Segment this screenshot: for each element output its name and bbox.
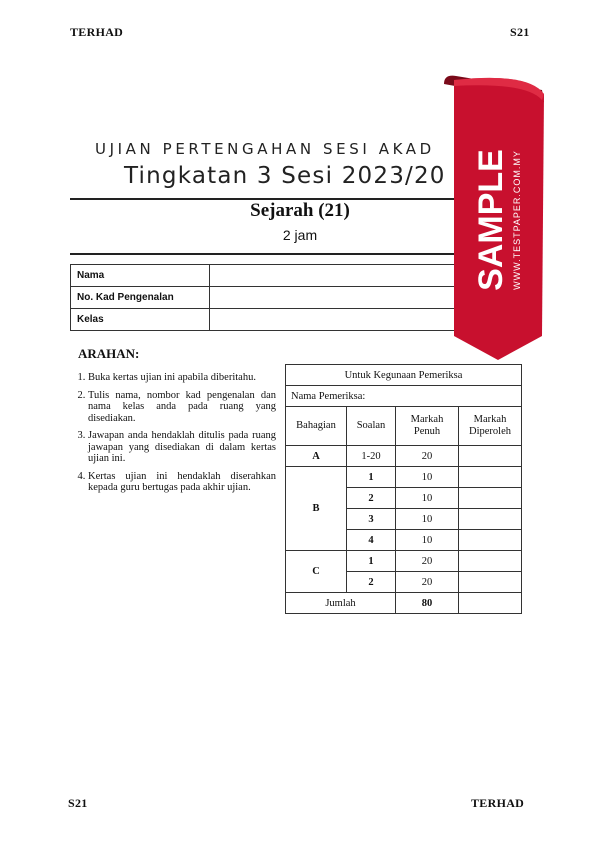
total-obtained-cell[interactable]: [459, 593, 522, 614]
watermark-url: WWW.TESTPAPER.COM.MY: [512, 150, 522, 290]
col-header-full-marks: Markah Penuh: [396, 407, 459, 446]
instructions-list: [78, 372, 276, 500]
question-cell: 1: [347, 467, 396, 488]
marks-obtained-cell[interactable]: [459, 572, 522, 593]
full-marks-cell: 10: [396, 467, 459, 488]
full-marks-cell: 20: [396, 551, 459, 572]
watermark-label: SAMPLE: [472, 149, 510, 291]
section-cell: A: [286, 446, 347, 467]
section-cell: B: [286, 467, 347, 551]
question-cell: 1: [347, 551, 396, 572]
section-cell: C: [286, 551, 347, 593]
full-marks-cell: 10: [396, 488, 459, 509]
table-row: [286, 467, 522, 488]
full-marks-cell: 20: [396, 446, 459, 467]
marks-obtained-cell[interactable]: [459, 488, 522, 509]
col-header-section: Bahagian: [286, 407, 347, 446]
marks-obtained-cell[interactable]: [459, 446, 522, 467]
full-marks-cell: 20: [396, 572, 459, 593]
instruction-item: 3. Jawapan anda hendaklah ditulis pada ruang jawapan yang disediakan di dalam kertas ujian ini.: [88, 430, 276, 465]
examiner-name-field[interactable]: Nama Pemeriksa:: [286, 386, 522, 407]
total-row: [286, 593, 522, 614]
instruction-item: 1. Buka kertas ujian ini apabila diberitahu.: [88, 372, 276, 384]
marks-table-title: Untuk Kegunaan Pemeriksa: [286, 365, 522, 386]
examiner-marks-table: [285, 364, 522, 614]
full-marks-cell: 10: [396, 530, 459, 551]
header-paper-code: S21: [510, 25, 530, 39]
question-cell: 4: [347, 530, 396, 551]
full-marks-cell: 10: [396, 509, 459, 530]
table-row: [286, 446, 522, 467]
header-classification: TERHAD: [70, 25, 124, 39]
marks-obtained-cell[interactable]: [459, 530, 522, 551]
info-label: Kelas: [71, 309, 210, 331]
exam-title: UJIAN PERTENGAHAN SESI AKAD: [95, 140, 435, 158]
question-cell: 1-20: [347, 446, 396, 467]
instructions-title: ARAHAN:: [78, 346, 140, 361]
ribbon-graphic: [438, 70, 558, 370]
sample-watermark-ribbon: [438, 70, 558, 370]
footer-paper-code: S21: [68, 796, 88, 810]
total-value: 80: [396, 593, 459, 614]
col-header-marks-obtained: Markah Diperoleh: [459, 407, 522, 446]
table-row: [286, 551, 522, 572]
instruction-item: 2. Tulis nama, nombor kad pengenalan dan nama kelas anda pada ruang yang disediakan.: [88, 390, 276, 425]
question-cell: 2: [347, 572, 396, 593]
footer-classification: TERHAD: [471, 796, 525, 810]
instruction-item: 4. Kertas ujian ini hendaklah diserahkan kepada guru bertugas pada akhir ujian.: [88, 471, 276, 494]
exam-subtitle: Tingkatan 3 Sesi 2023/20: [124, 163, 446, 189]
info-label: No. Kad Pengenalan: [71, 287, 210, 309]
marks-obtained-cell[interactable]: [459, 467, 522, 488]
marks-obtained-cell[interactable]: [459, 551, 522, 572]
subject-name: Sejarah (21): [250, 200, 350, 221]
marks-obtained-cell[interactable]: [459, 509, 522, 530]
info-label: Nama: [71, 265, 210, 287]
col-header-question: Soalan: [347, 407, 396, 446]
question-cell: 3: [347, 509, 396, 530]
total-label: Jumlah: [286, 593, 396, 614]
exam-duration: 2 jam: [282, 227, 318, 243]
question-cell: 2: [347, 488, 396, 509]
